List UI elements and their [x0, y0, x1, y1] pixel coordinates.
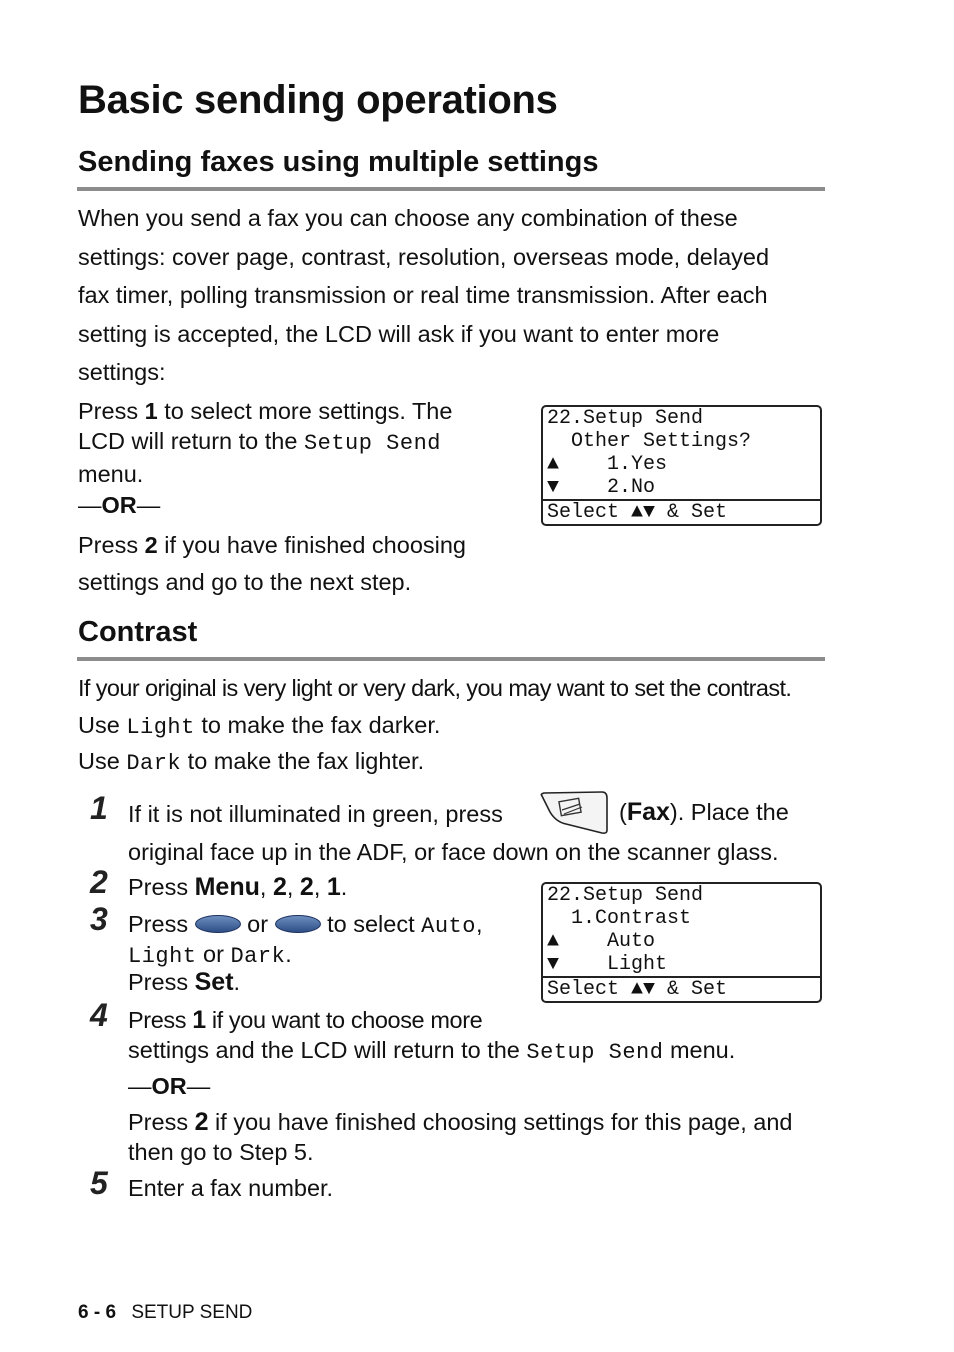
intro-line: settings: cover page, contrast, resolution, overseas mode, delayed [78, 243, 770, 270]
menu-code: Setup Send [303, 431, 441, 456]
step-4-press-2-line-2: then go to Step 5. [128, 1139, 314, 1165]
lcd-line: Other Settings? [547, 430, 752, 453]
step-number-3: 3 [90, 901, 108, 937]
press-1-instruction: Press 1 to select more settings. The LCD will return to the Setup Send menu. [78, 398, 453, 487]
press-2-instruction: Press 2 if you have finished choosing settings and go to the next step. [78, 532, 466, 595]
lcd-line: 22.Setup Send [547, 407, 704, 430]
key-1: 1 [144, 398, 158, 424]
lcd-line: ▲ Auto [547, 930, 656, 953]
step-4-line-1: Press 1 if you want to choose more [128, 1006, 483, 1034]
section-heading-multiple-settings: Sending faxes using multiple settings [78, 146, 599, 178]
section-rule [77, 657, 825, 661]
or-separator: —OR— [78, 492, 161, 518]
fax-key-label: Fax [626, 798, 670, 826]
lcd-line: 22.Setup Send [547, 884, 704, 907]
step-4-press-2-line-1: Press 2 if you have finished choosing settings for this page, and [128, 1108, 793, 1136]
down-arrow-button-icon[interactable] [275, 915, 321, 933]
lcd-line: ▼ Light [547, 953, 668, 976]
fax-label: (Fax). Place the [619, 798, 789, 826]
step-number-1: 1 [90, 790, 108, 826]
lcd-line: 1.Contrast [547, 907, 692, 930]
up-arrow-button-icon[interactable] [195, 915, 241, 933]
lcd-line: ▲ 1.Yes [547, 453, 668, 476]
step-number-2: 2 [90, 864, 108, 900]
step-4-or-separator: —OR— [128, 1073, 211, 1099]
contrast-intro: If your original is very light or very dark, you may want to set the contrast. [78, 675, 792, 701]
step-3-line-1: Press or to select Auto, [128, 911, 483, 939]
intro-paragraph [78, 199, 838, 392]
step-2-text: Press Menu, 2, 2, 1. [128, 873, 348, 901]
step-3-line-2: Light or Dark. [128, 941, 292, 969]
key-2: 2 [144, 532, 158, 558]
step-number-4: 4 [90, 997, 108, 1033]
section-heading-contrast: Contrast [78, 616, 198, 648]
lcd-footer-line: Select ▲▼ & Set [543, 499, 820, 524]
lcd-display-other-settings [541, 405, 822, 526]
step-1-line-2: original face up in the ADF, or face down on the scanner glass. [128, 839, 779, 865]
step-1-line-1: If it is not illuminated in green, press [128, 801, 503, 827]
intro-line: settings: [78, 359, 166, 385]
step-3-line-3: Press Set. [128, 968, 241, 996]
page-title: Basic sending operations [78, 78, 558, 122]
intro-line: When you send a fax you can choose any combination of these [78, 205, 738, 231]
step-4-line-2: settings and the LCD will return to the Setup Send menu. [128, 1037, 736, 1065]
use-dark-line: Use Dark to make the fax lighter. [78, 748, 425, 776]
step-5-text: Enter a fax number. [128, 1175, 334, 1201]
lcd-footer-line: Select ▲▼ & Set [543, 976, 820, 1001]
intro-line: fax timer, polling transmission or real time transmission. After each [78, 282, 768, 308]
page-number: 6 - 6 [78, 1302, 117, 1323]
page-footer [78, 1302, 252, 1324]
chapter-name: SETUP SEND [131, 1302, 253, 1323]
intro-line: setting is accepted, the LCD will ask if you want to enter more [78, 320, 720, 347]
lcd-display-contrast [541, 882, 822, 1003]
step-number-5: 5 [90, 1165, 108, 1201]
section-rule [77, 187, 825, 191]
fax-key-icon[interactable] [536, 790, 610, 836]
use-light-line: Use Light to make the fax darker. [78, 712, 441, 740]
lcd-line: ▼ 2.No [547, 476, 656, 499]
